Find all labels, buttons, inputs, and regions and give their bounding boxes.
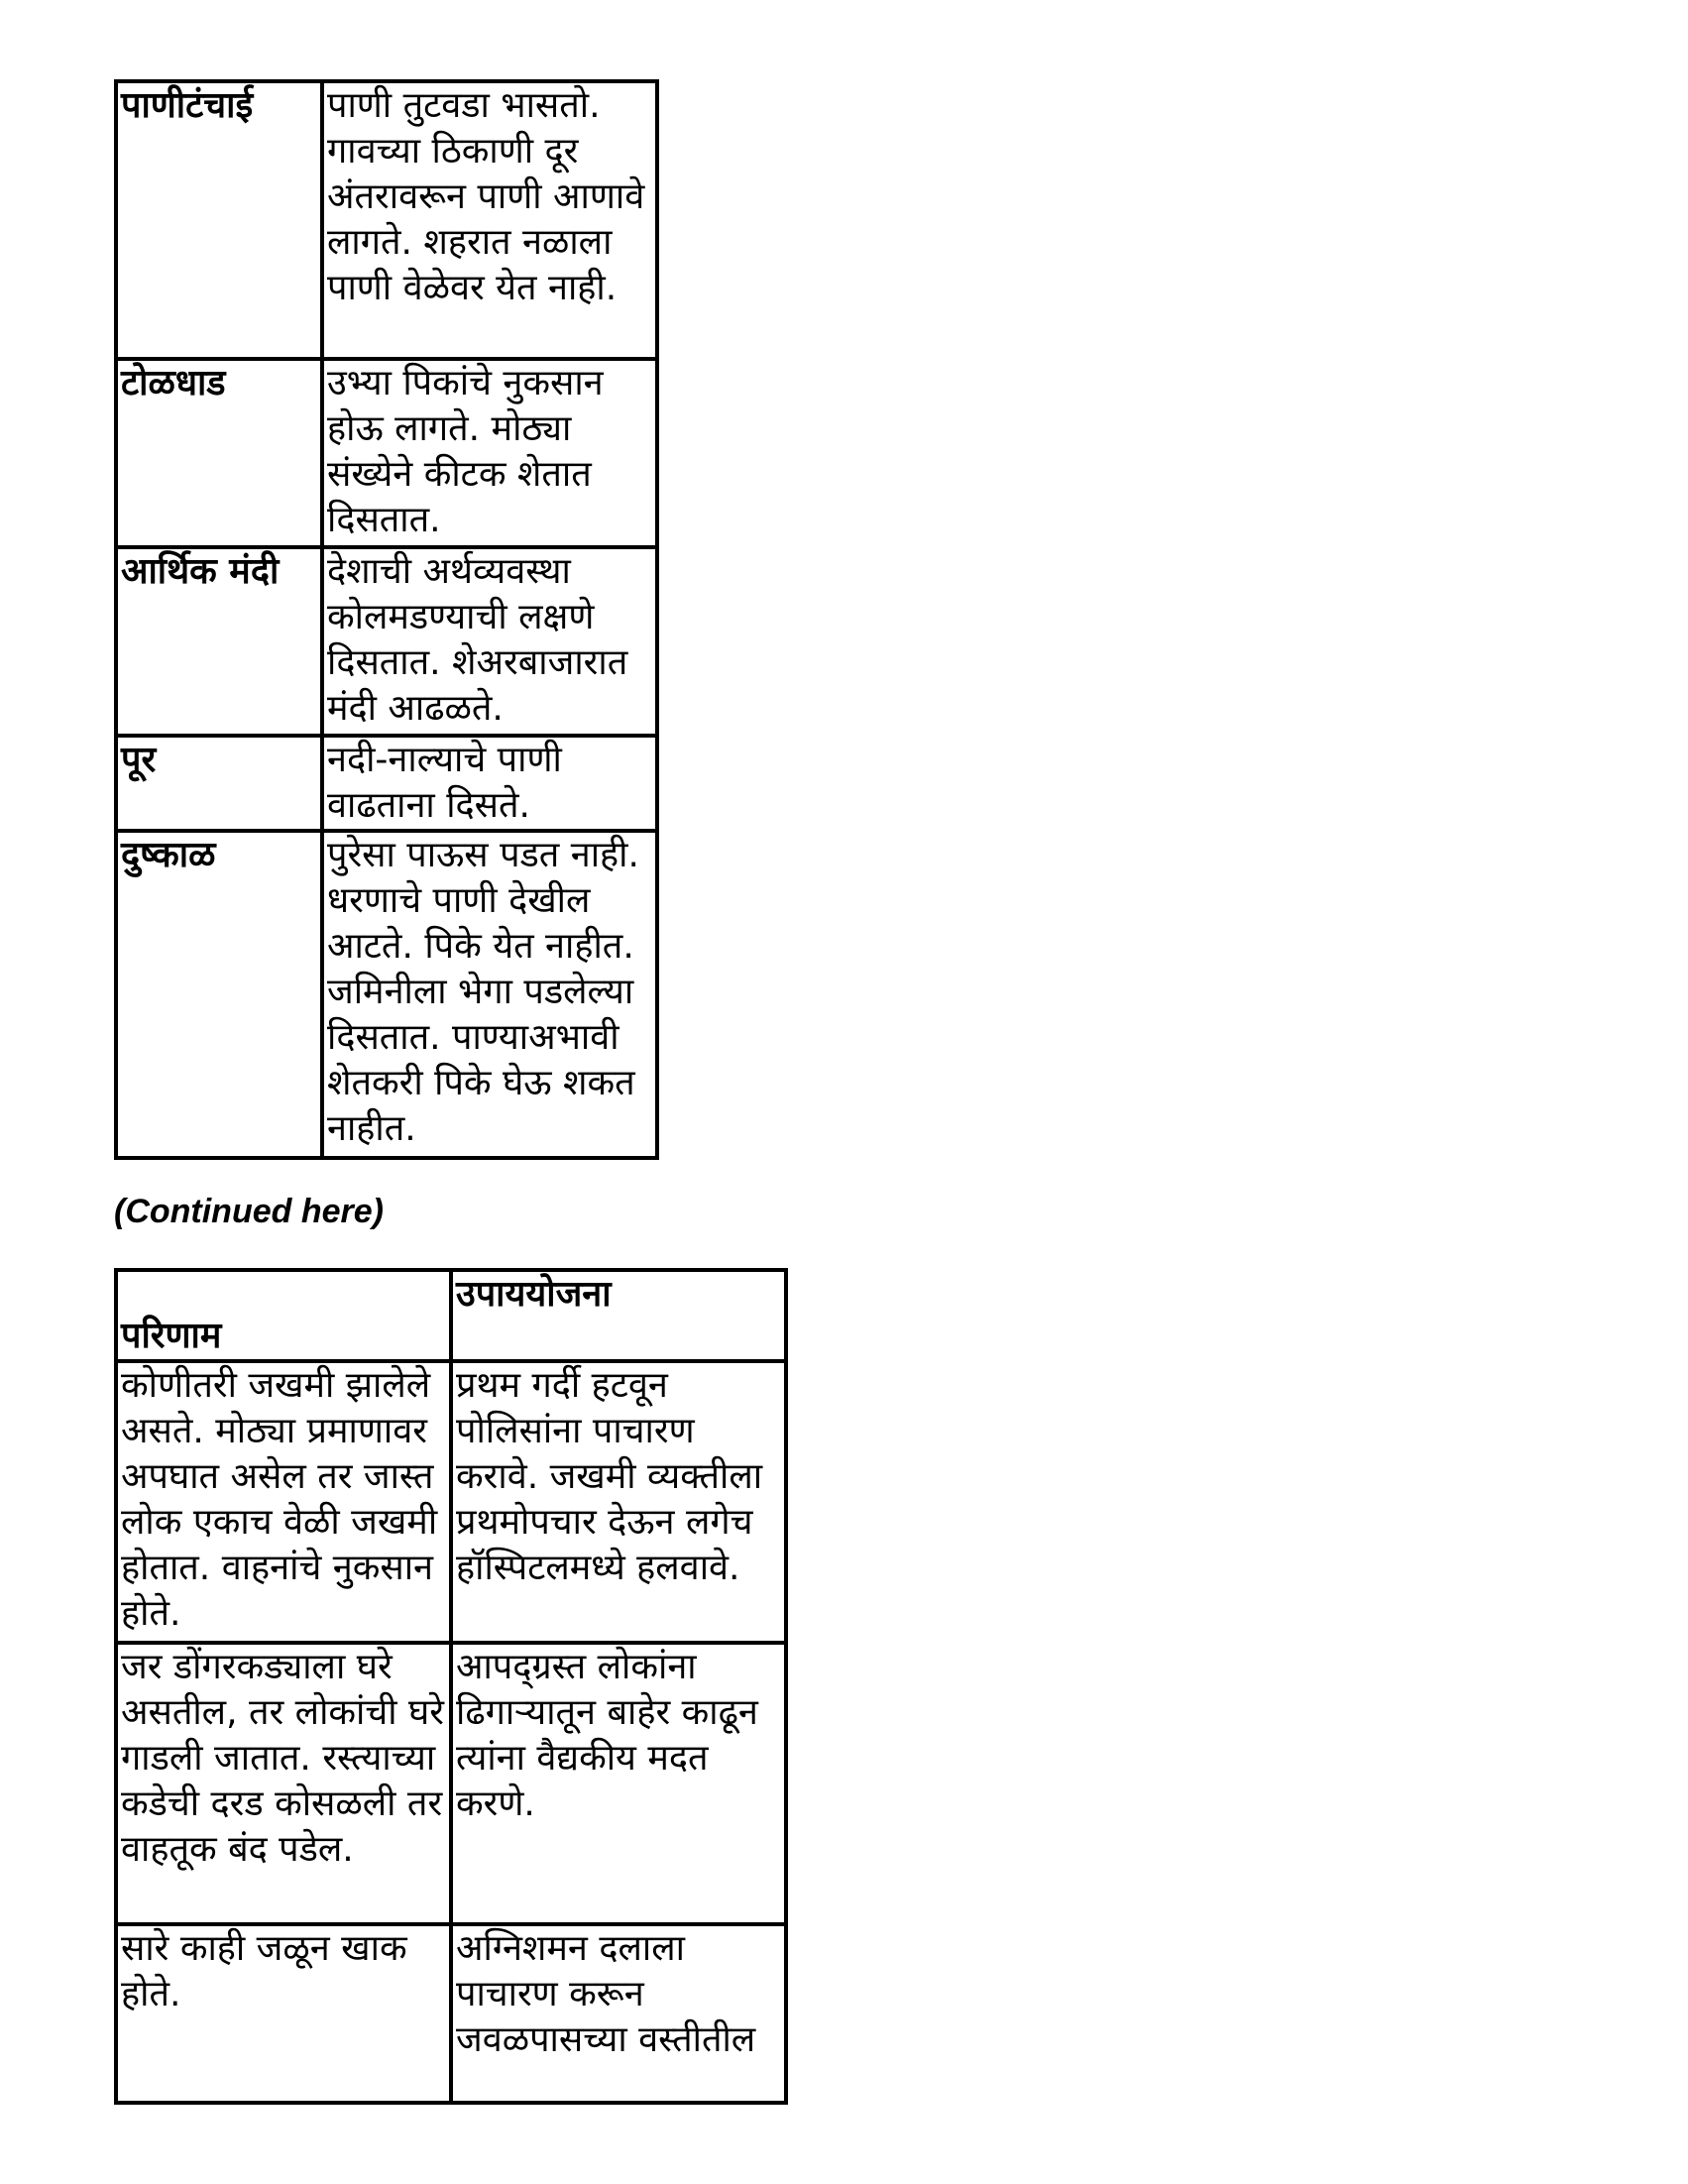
table-row: [116, 1643, 786, 1924]
result-cell: जर डोंगरकड्याला घरे असतील, तर लोकांची घरे गाडली जातात. रस्त्याच्या कडेची दरड कोसळली तर वाहतूक बंद पडेल.: [116, 1643, 451, 1924]
remedy-cell: अग्निशमन दलाला पाचारण करून जवळपासच्या वस्तीतील: [451, 1924, 786, 2103]
result-cell: कोणीतरी जखमी झालेले असते. मोठ्या प्रमाणावर अपघात असेल तर जास्त लोक एकाच वेळी जखमी होतात. वाहनांचे नुकसान होते.: [116, 1361, 451, 1643]
description-cell: नदी-नाल्याचे पाणी वाढताना दिसते.: [322, 736, 657, 831]
header-result: परिणाम: [116, 1270, 451, 1361]
table-row: [116, 1924, 786, 2103]
table-row: [116, 547, 657, 736]
term-cell: आर्थिक मंदी: [116, 547, 322, 736]
header-remedy: उपाययोजना: [451, 1270, 786, 1361]
description-cell: पुरेसा पाऊस पडत नाही. धरणाचे पाणी देखील आटते. पिके येत नाहीत. जमिनीला भेगा पडलेल्या दिसतात. पाण्याअभावी शेतकरी पिके घेऊ शकत नाहीत.: [322, 831, 657, 1158]
term-cell: टोळधाड: [116, 359, 322, 547]
description-cell: देशाची अर्थव्यवस्था कोलमडण्याची लक्षणे दिसतात. शेअरबाजारात मंदी आढळते.: [322, 547, 657, 736]
result-cell: सारे काही जळून खाक होते.: [116, 1924, 451, 2103]
disaster-remedies-table: [114, 1268, 788, 2105]
term-cell: दुष्काळ: [116, 831, 322, 1158]
table-header-row: [116, 1270, 786, 1361]
disaster-signs-table: [114, 79, 659, 1160]
continued-note: (Continued here): [114, 1193, 384, 1230]
term-cell: पूर: [116, 736, 322, 831]
table-row: [116, 1361, 786, 1643]
term-cell: पाणीटंचाई: [116, 81, 322, 359]
table-row: [116, 736, 657, 831]
remedy-cell: प्रथम गर्दी हटवून पोलिसांना पाचारण करावे. जखमी व्यक्तीला प्रथमोपचार देऊन लगेच हॉस्पिटलमध्ये हलवावे.: [451, 1361, 786, 1643]
description-cell: उभ्या पिकांचे नुकसान होऊ लागते. मोठ्या संख्येने कीटक शेतात दिसतात.: [322, 359, 657, 547]
table-row: [116, 81, 657, 359]
description-cell: पाणी तुटवडा भासतो. गावच्या ठिकाणी दूर अंतरावरून पाणी आणावे लागते. शहरात नळाला पाणी वेळेवर येत नाही.: [322, 81, 657, 359]
table-row: [116, 831, 657, 1158]
remedy-cell: आपद्ग्रस्त लोकांना ढिगाऱ्यातून बाहेर काढून त्यांना वैद्यकीय मदत करणे.: [451, 1643, 786, 1924]
table-row: [116, 359, 657, 547]
